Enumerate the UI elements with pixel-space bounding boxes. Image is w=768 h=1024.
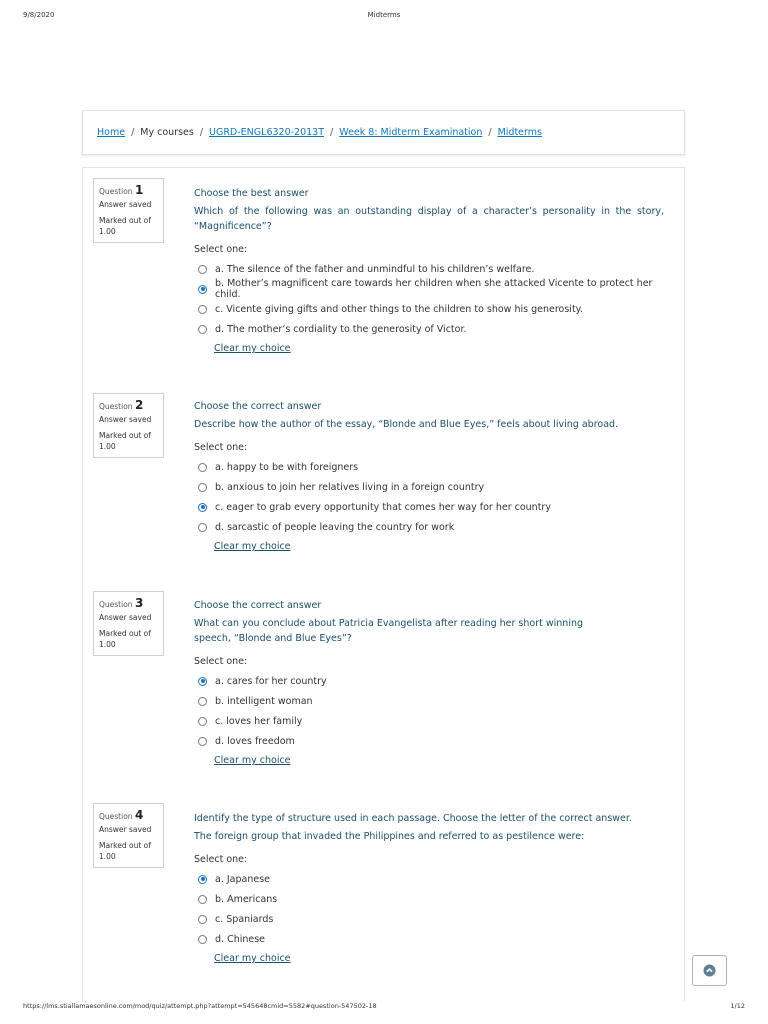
question-number: 2 xyxy=(134,398,144,412)
breadcrumb-home[interactable]: Home xyxy=(97,127,126,138)
select-one-label: Select one: xyxy=(194,244,248,255)
question-stem: The foreign group that invaded the Philippines and referred to as pestilence were: xyxy=(194,831,585,842)
option-text: c. eager to grab every opportunity that comes her way for her country xyxy=(215,501,551,513)
question-info xyxy=(93,803,164,868)
clear-choice-link[interactable]: Clear my choice xyxy=(214,755,291,766)
answer-option[interactable] xyxy=(194,691,664,711)
breadcrumb xyxy=(82,110,685,155)
radio-button[interactable] xyxy=(198,523,207,532)
answer-option[interactable] xyxy=(194,259,664,279)
answer-options xyxy=(194,259,664,339)
print-date: 9/8/2020 xyxy=(23,11,55,19)
answer-option[interactable] xyxy=(194,279,664,299)
radio-button-checked[interactable] xyxy=(198,285,207,294)
page-number: 1/12 xyxy=(730,1002,745,1010)
chevron-up-icon xyxy=(703,964,716,977)
option-text: d. Chinese xyxy=(215,933,266,945)
option-text: a. happy to be with foreigners xyxy=(215,461,359,473)
question-mark: Marked out of 1.00 xyxy=(99,629,151,649)
option-text: a. cares for her country xyxy=(215,675,327,687)
answer-option[interactable] xyxy=(194,497,664,517)
option-text: c. loves her family xyxy=(215,715,303,727)
answer-option[interactable] xyxy=(194,477,664,497)
question-mark: Marked out of 1.00 xyxy=(99,841,151,861)
option-text: b. Americans xyxy=(215,893,278,905)
question-prompt: Identify the type of structure used in each passage. Choose the letter of the correct answer. xyxy=(194,813,632,824)
question-prompt: Choose the best answer xyxy=(194,188,309,199)
breadcrumb-separator: / xyxy=(330,127,334,138)
answer-option[interactable] xyxy=(194,711,664,731)
option-text: d. The mother’s cordiality to the generosity of Victor. xyxy=(215,323,467,335)
question-label: Question xyxy=(99,600,133,609)
question-prompt: Choose the correct answer xyxy=(194,401,322,412)
question-stem: Which of the following was an outstanding display of a character’s personality in the story, “Magnificence”? xyxy=(194,206,664,232)
radio-button[interactable] xyxy=(198,305,207,314)
question-state: Answer saved xyxy=(99,825,152,834)
option-text: a. Japanese xyxy=(215,873,270,885)
print-title: Midterms xyxy=(367,11,401,19)
question-prompt: Choose the correct answer xyxy=(194,600,322,611)
answer-option[interactable] xyxy=(194,517,664,537)
option-text: c. Spaniards xyxy=(215,913,274,925)
breadcrumb-separator: / xyxy=(199,127,204,138)
radio-button[interactable] xyxy=(198,325,207,334)
clear-choice-link[interactable]: Clear my choice xyxy=(214,343,291,354)
radio-button[interactable] xyxy=(198,915,207,924)
question-stem: Describe how the author of the essay, “Blonde and Blue Eyes,” feels about living abroad. xyxy=(194,419,619,430)
radio-button[interactable] xyxy=(198,483,207,492)
select-one-label: Select one: xyxy=(194,442,248,453)
radio-button[interactable] xyxy=(198,895,207,904)
answer-option[interactable] xyxy=(194,909,664,929)
answer-options xyxy=(194,869,664,949)
radio-button[interactable] xyxy=(198,463,207,472)
clear-choice-link[interactable]: Clear my choice xyxy=(214,541,291,552)
answer-option[interactable] xyxy=(194,457,664,477)
radio-button[interactable] xyxy=(198,265,207,274)
answer-options xyxy=(194,671,664,751)
print-header xyxy=(0,11,768,21)
answer-option[interactable] xyxy=(194,869,664,889)
select-one-label: Select one: xyxy=(194,854,248,865)
clear-choice-link[interactable]: Clear my choice xyxy=(214,953,291,964)
question-state: Answer saved xyxy=(99,415,152,424)
breadcrumb-separator: / xyxy=(488,127,492,138)
question-state: Answer saved xyxy=(99,613,152,622)
question-number: 1 xyxy=(134,183,144,197)
option-text: b. Mother’s magnificent care towards her children when she attacked Vicente to protect her child. xyxy=(215,278,653,300)
option-text: b. intelligent woman xyxy=(215,695,313,707)
option-text: b. anxious to join her relatives living in a foreign country xyxy=(215,481,485,493)
answer-option[interactable] xyxy=(194,889,664,909)
question-number: 3 xyxy=(134,596,144,610)
breadcrumb-midterms[interactable]: Midterms xyxy=(497,127,542,138)
question-label: Question xyxy=(99,402,133,411)
question-content xyxy=(194,186,664,354)
question-label: Question xyxy=(99,187,133,196)
question-content xyxy=(194,598,664,766)
question-info xyxy=(93,591,164,656)
question-state: Answer saved xyxy=(99,200,152,209)
question-stem: What can you conclude about Patricia Evangelista after reading her short winning speech, “Blonde and Blue Eyes”? xyxy=(194,618,584,644)
question-info xyxy=(93,393,164,458)
question-content xyxy=(194,811,664,964)
page-url: https://lms.stiallamaesonline.com/mod/quiz/attempt.php?attempt=545648cmid=5582#question-547502-18 xyxy=(23,1002,377,1010)
question-mark: Marked out of 1.00 xyxy=(99,431,151,451)
radio-button[interactable] xyxy=(198,717,207,726)
back-to-top-button[interactable] xyxy=(692,955,727,986)
question-mark: Marked out of 1.00 xyxy=(99,216,151,236)
option-text: d. loves freedom xyxy=(215,735,295,747)
option-text: d. sarcastic of people leaving the country for work xyxy=(215,521,455,533)
question-number: 4 xyxy=(134,808,144,822)
radio-button[interactable] xyxy=(198,697,207,706)
answer-option[interactable] xyxy=(194,731,664,751)
question-label: Question xyxy=(99,812,133,821)
answer-option[interactable] xyxy=(194,319,664,339)
question-info xyxy=(93,178,164,243)
answer-option[interactable] xyxy=(194,671,664,691)
breadcrumb-my-courses: My courses xyxy=(140,127,194,138)
breadcrumb-week[interactable]: Week 8: Midterm Examination xyxy=(339,127,483,138)
answer-option[interactable] xyxy=(194,299,664,319)
answer-options xyxy=(194,457,664,537)
option-text: c. Vicente giving gifts and other things to the children to show his generosity. xyxy=(215,303,583,315)
breadcrumb-course[interactable]: UGRD-ENGL6320-2013T xyxy=(209,127,325,138)
radio-button[interactable] xyxy=(198,737,207,746)
radio-button-checked[interactable] xyxy=(198,875,207,884)
breadcrumb-separator: / xyxy=(131,127,135,138)
radio-button[interactable] xyxy=(198,935,207,944)
answer-option[interactable] xyxy=(194,929,664,949)
radio-button-checked[interactable] xyxy=(198,677,207,686)
radio-button-checked[interactable] xyxy=(198,503,207,512)
select-one-label: Select one: xyxy=(194,656,248,667)
question-content xyxy=(194,399,664,552)
option-text: a. The silence of the father and unmindful to his children’s welfare. xyxy=(215,263,535,275)
